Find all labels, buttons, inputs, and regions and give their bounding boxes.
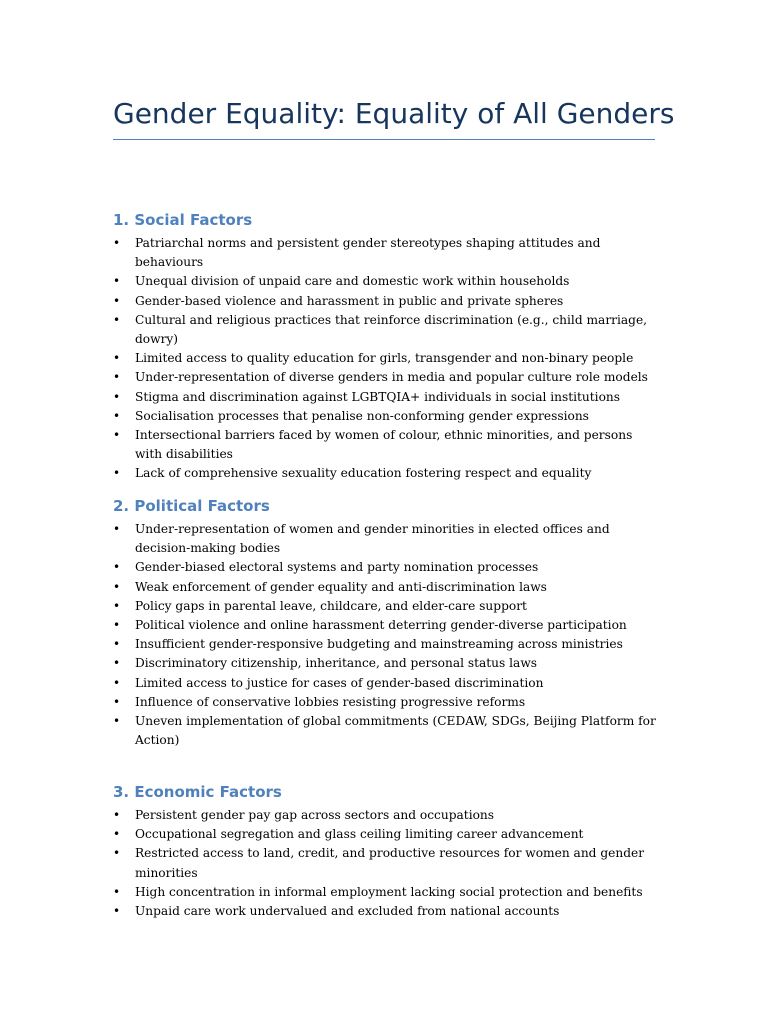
title-underline (113, 139, 655, 140)
bullet-icon: • (113, 522, 121, 536)
bullet-list (113, 806, 658, 921)
list-item-text: Occupational segregation and glass ceiling limiting career advancement (135, 827, 584, 842)
list-item-text: Restricted access to land, credit, and productive resources for women and gender minorities (135, 846, 645, 880)
bullet-icon: • (113, 884, 121, 899)
bullet-icon: • (113, 274, 121, 289)
bullet-icon: • (113, 312, 121, 327)
bullet-icon: • (113, 236, 121, 250)
list-item-text: Intersectional barriers faced by women of colour, ethnic minorities, and persons with disabilities (135, 428, 633, 462)
list-item (113, 388, 658, 407)
bullet-icon: • (113, 808, 121, 822)
bullet-icon: • (113, 656, 121, 671)
bullet-icon: • (113, 598, 121, 613)
list-item (113, 635, 658, 654)
list-item-text: Limited access to justice for cases of gender-based discrimination (135, 675, 544, 690)
list-item-text: Under-representation of women and gender minorities in elected offices and decision-making bodies (135, 522, 610, 556)
list-item-text: Cultural and religious practices that reinforce discrimination (e.g., child marriage, dowry) (135, 312, 648, 347)
list-item (113, 464, 658, 483)
section-political-factors (113, 495, 658, 750)
list-item (113, 272, 658, 291)
bullet-icon: • (113, 428, 121, 443)
list-item-text: Unpaid care work undervalued and excluded from national accounts (135, 904, 560, 919)
list-item (113, 844, 658, 882)
list-item (113, 712, 658, 750)
bullet-icon: • (113, 466, 121, 481)
list-item (113, 902, 658, 921)
list-item-text: Unequal division of unpaid care and domestic work within households (135, 274, 570, 289)
list-item (113, 558, 658, 577)
bullet-list (113, 520, 658, 750)
list-item-text: Limited access to quality education for girls, transgender and non-binary people (135, 351, 634, 366)
bullet-icon: • (113, 351, 121, 366)
list-item-text: Stigma and discrimination against LGBTQIA+ individuals in social institutions (135, 389, 621, 404)
list-item-text: Under-representation of diverse genders in media and popular culture role models (135, 370, 648, 385)
list-item (113, 654, 658, 673)
list-item-text: Patriarchal norms and persistent gender stereotypes shaping attitudes and behaviours (135, 236, 601, 270)
bullet-icon: • (113, 293, 121, 308)
list-item-text: Persistent gender pay gap across sectors and occupations (135, 808, 495, 822)
list-item (113, 311, 658, 349)
list-item (113, 349, 658, 368)
section-heading: 2. Political Factors (113, 497, 270, 515)
section-social-factors (113, 209, 658, 484)
list-item-text: Gender-based violence and harassment in public and private spheres (135, 293, 564, 308)
list-item (113, 426, 658, 464)
bullet-list (113, 234, 658, 484)
bullet-icon: • (113, 904, 121, 919)
list-item-text: Lack of comprehensive sexuality education fostering respect and equality (135, 466, 592, 481)
list-item (113, 407, 658, 426)
list-item-text: High concentration in informal employment lacking social protection and benefits (135, 884, 643, 899)
list-item (113, 693, 658, 712)
list-item (113, 806, 658, 825)
bullet-icon: • (113, 618, 121, 633)
bullet-icon: • (113, 827, 121, 842)
bullet-icon: • (113, 389, 121, 404)
list-item-text: Uneven implementation of global commitments (CEDAW, SDGs, Beijing Platform for Action) (135, 714, 656, 748)
list-item-text: Weak enforcement of gender equality and anti-discrimination laws (135, 579, 547, 594)
section-heading: 3. Economic Factors (113, 783, 282, 801)
list-item-text: Policy gaps in parental leave, childcare, and elder-care support (135, 598, 527, 613)
bullet-icon: • (113, 846, 121, 861)
list-item-text: Influence of conservative lobbies resisting progressive reforms (135, 694, 526, 709)
bullet-icon: • (113, 408, 121, 423)
document-title: Gender Equality: Equality of All Genders (113, 97, 675, 130)
bullet-icon: • (113, 714, 121, 729)
list-item (113, 234, 658, 272)
bullet-icon: • (113, 637, 121, 652)
list-item (113, 883, 658, 902)
list-item (113, 292, 658, 311)
list-item (113, 616, 658, 635)
bullet-icon: • (113, 579, 121, 594)
list-item-text: Gender-biased electoral systems and party nomination processes (135, 560, 539, 575)
list-item-text: Insufficient gender-responsive budgeting and mainstreaming across ministries (135, 637, 623, 652)
list-item-text: Discriminatory citizenship, inheritance, and personal status laws (135, 656, 538, 671)
list-item (113, 368, 658, 387)
list-item-text: Political violence and online harassment deterring gender-diverse participation (135, 618, 627, 633)
list-item-text: Socialisation processes that penalise non-conforming gender expressions (135, 408, 589, 423)
bullet-icon: • (113, 675, 121, 690)
list-item (113, 520, 658, 558)
section-heading: 1. Social Factors (113, 211, 253, 229)
list-item (113, 674, 658, 693)
section-economic-factors (113, 781, 658, 921)
list-item (113, 597, 658, 616)
bullet-icon: • (113, 370, 121, 385)
list-item (113, 578, 658, 597)
bullet-icon: • (113, 694, 121, 709)
bullet-icon: • (113, 560, 121, 575)
list-item (113, 825, 658, 844)
